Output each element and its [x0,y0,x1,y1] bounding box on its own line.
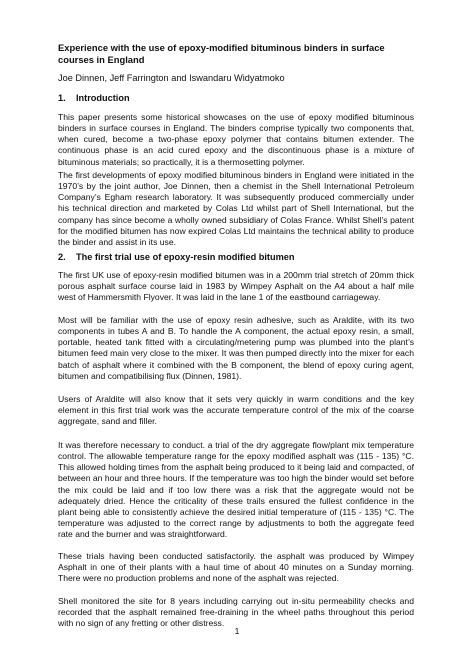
page-number: 1 [234,626,240,636]
section-number: 2. [58,252,66,262]
author-list: Joe Dinnen, Jeff Farrington and Iswandaru Widyatmoko [58,73,285,83]
section-heading-introduction [58,93,130,104]
section-title: The first trial use of epoxy-resin modified bitumen [76,252,295,262]
section-number: 1. [58,93,66,103]
section-heading-first-trial [58,252,295,263]
section-title: Introduction [76,93,130,103]
paragraph: Users of Araldite will also know that it sets very quickly in warm conditions and the key element in this first trial work was the accurate temperature control of the mix of the coarse aggregate, sand and filler. [58,394,414,427]
paragraph: Shell monitored the site for 8 years including carrying out in-situ permeability checks and recorded that the asphalt remained free-draining in the wheel paths throughout this period with no sign of any fretting or other distress. [58,596,414,629]
paragraph: This paper presents some historical showcases on the use of epoxy modified bituminous binders in surface courses in England. The binders comprise typically two components that, when cured, become a two-phase epoxy polymer that contains bitumen extender. The continuous phase is an acid cured epoxy and the discontinuous phase is a mixture of bituminous materials; so practically, it is a thermosetting polymer. [58,112,414,167]
paper-title: Experience with the use of epoxy-modified bituminous binders in surface courses in England [58,42,385,65]
paragraph: Most will be familiar with the use of epoxy resin adhesive, such as Araldite, with its two components in tubes A and B. To handle the A component, the actual epoxy resin, a small, portable, heated tank fitted with a circulating/metering pump was plumbed into the plant’s bitumen feed main very close to the mixer. It was then pumped directly into the mixer for each batch of asphalt where it combined with the B component, the blend of epoxy curing agent, bitumen and compatibilising flux (Dinnen, 1981). [58,315,414,381]
paragraph: The first UK use of epoxy-resin modified bitumen was in a 200mm trial stretch of 20mm thick porous asphalt surface course laid in 1983 by Wimpey Asphalt on the A4 about a half mile west of Hammersmith Flyover. It was laid in the lane 1 of the eastbound carriageway. [58,270,414,303]
paragraph: The first developments of epoxy modified bituminous binders in England were initiated in the 1970’s by the joint author, Joe Dinnen, then a chemist in the Shell International Petroleum Company’s Egham research laboratory. It was subsequently produced commercially under his technical direction and marketed by Colas Ltd whilst part of Shell International, but the company has since become a wholly owned subsidiary of Colas France. Whilst Shell’s patent for the modified bitumen has now expired Colas Ltd maintains the technical ability to produce the binder and assist in its use. [58,170,414,247]
paragraph: These trials having been conducted satisfactorily. the asphalt was produced by Wimpey Asphalt in one of their plants with a haul time of about 40 minutes on a Sunday morning. There were no production problems and none of the asphalt was rejected. [58,551,414,584]
paragraph: It was therefore necessary to conduct. a trial of the dry aggregate flow/plant mix temperature control. The allowable temperature range for the epoxy modified asphalt was (115 - 135) °C. This allowed holding times from the asphalt being produced to it being laid and compacted, of between an hour and three hours. If the temperature was too high the binder would set before the mix could be laid and if too low there was a risk that the aggregate would not be adequately dried. Hence the criticality of these trails ensured the fullest confidence in the plant being able to consistently achieve the desired initial temperature of (115 - 135) °C. The temperature was adjusted to the correct range by adjustments to both the aggregate feed rate and the burner and was straightforward. [58,440,414,540]
